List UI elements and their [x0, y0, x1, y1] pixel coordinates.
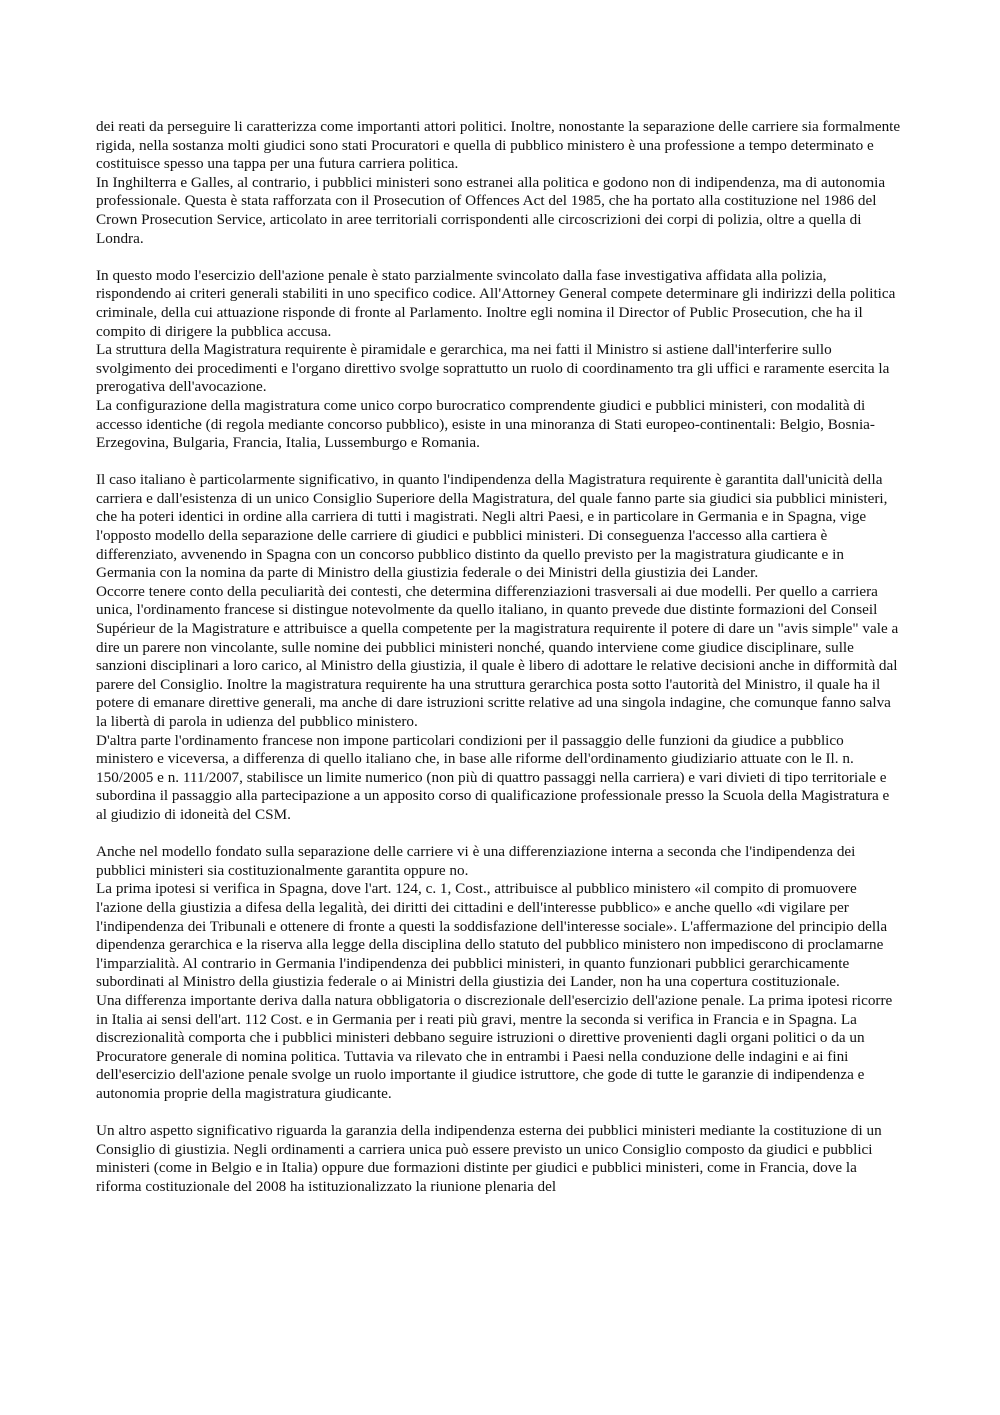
text-block-5: [96, 1122, 902, 1196]
text-block-4: [96, 843, 902, 1103]
paragraph-italian-case: Il caso italiano è particolarmente significativo, in quanto l'indipendenza della Magistratura requirente è garantita dall'unicità della carriera e dall'esistenza di un unico Consiglio Superiore della Magistratura, del quale fanno parte sia giudici sia pubblici ministeri, che ha poteri identici in ordine alla carriera di tutti i magistrati. Negli altri Paesi, e in particolare in Germania e in Spagna, vige l'opposto modello della separazione delle carriere di giudici e pubblici ministeri. Di conseguenza l'accesso alla cartiera è differenziato, avvenendo in Spagna con un concorso pubblico distinto da quello previsto per la magistratura giudicante e in Germania con la nomina da parte di Ministro della giustizia federale o dei Ministri della giustizia dei Lander.: [96, 471, 888, 582]
paragraph-attorney-general: In questo modo l'esercizio dell'azione penale è stato parzialmente svincolato dalla fase investigativa affidata alla polizia, rispondendo ai criteri generali stabiliti in uno specifico codice. All'Attorney General compete determinare gli indirizzi della politica criminale, della cui attuazione risponde di fronte al Parlamento. Inoltre egli nomina il Director of Public Prosecution, che ha il compito di dirigere la pubblica accusa.: [96, 266, 896, 340]
paragraph-gap: [96, 248, 902, 267]
paragraph-politics-prosecutors: dei reati da perseguire li caratterizza come importanti attori politici. Inoltre, nonostante la separazione delle carriere sia formalmente rigida, nella sostanza molti giudici sono stati Procuratori e quella di pubblico ministero è una professione a tempo determinato e costituisce spesso una tappa per una futura carriera politica.: [96, 118, 901, 173]
paragraph-judicial-council: Un altro aspetto significativo riguarda la garanzia della indipendenza esterna dei pubblici ministeri mediante la costituzione di un Consiglio di giustizia. Negli ordinamenti a carriera unica può essere previsto un unico Consiglio composto da giudici e pubblici ministeri (come in Belgio e in Italia) oppure due formazioni distinte per giudici e pubblici ministeri, come in Francia, dove la riforma costituzionale del 2008 ha istituzionalizzato la riunione plenaria del: [96, 1122, 882, 1195]
paragraph-spain-germany: La prima ipotesi si verifica in Spagna, dove l'art. 124, c. 1, Cost., attribuisce al pubblico ministero «il compito di promuovere l'azione della giustizia a difesa della legalità, dei diritti dei cittadini e dell'interesse pubblico» e anche quello «di vigilare per l'indipendenza dei Tribunali e ottenere di fronte a questi la soddisfazione dell'interesse sociale». L'affermazione del principio della dipendenza gerarchica e la riserva alla legge della disciplina dello statuto del pubblico ministero non impediscono di proclamarne l'imparzialità. Al contrario in Germania l'indipendenza dei pubblici ministeri, in quanto funzionari pubblici gerarchicamente subordinati al Ministro della giustizia federale o ai Ministri della giustizia dei Lander, non ha una copertura costituzionale.: [96, 880, 888, 991]
text-block-1: [96, 118, 902, 248]
text-block-3: [96, 471, 902, 824]
paragraph-separated-careers: Anche nel modello fondato sulla separazione delle carriere vi è una differenziazione interna a seconda che l'indipendenza dei pubblici ministeri sia costituzionalmente garantita oppure no.: [96, 843, 856, 879]
document-page: [96, 118, 902, 1196]
paragraph-french-system: Occorre tenere conto della peculiarità dei contesti, che determina differenziazioni trasversali ai due modelli. Per quello a carriera unica, l'ordinamento francese si distingue notevolmente da quello italiano, in quanto prevede due distinte formazioni del Conseil Supérieur de la Magistrature e attribuisce a quella competente per la magistratura requirente il potere di dare un "avis simple" vale a dire un parere non vincolante, sulle nomine dei pubblici ministeri nonché, quando interviene come giudice disciplinare, sulle sanzioni disciplinari a loro carico, al Ministro della giustizia, il quale è libero di adottare le relative decisioni anche in difformità dal parere del Consiglio. Inoltre la magistratura requirente ha una struttura gerarchica posta sotto l'autorità del Ministro, il quale ha il potere di emanare direttive generali, ma anche di dare istruzioni scritte relative ad una singola indagine, che comunque fanno salva la libertà di parola in udienza del pubblico ministero.: [96, 582, 899, 730]
paragraph-gap: [96, 1103, 902, 1122]
paragraph-mandatory-prosecution: Una differenza importante deriva dalla natura obbligatoria o discrezionale dell'esercizio dell'azione penale. La prima ipotesi ricorre in Italia ai sensi dell'art. 112 Cost. e in Germania per i reati più gravi, mentre la seconda si verifica in Francia e in Spagna. La discrezionalità comporta che i pubblici ministeri debbano seguire istruzioni o direttive provenienti dagli organi politici o da un Procuratore generale di nomina politica. Tuttavia va rilevato che in entrambi i Paesi nella conduzione delle indagini e ai fini dell'esercizio dell'azione penale svolge un ruolo importante il giudice istruttore, che gode di tutte le garanzie di indipendenza e autonomia proprie della magistratura giudicante.: [96, 991, 893, 1102]
paragraph-england-wales: In Inghilterra e Galles, al contrario, i pubblici ministeri sono estranei alla politica e godono non di indipendenza, ma di autonomia professionale. Questa è stata rafforzata con il Prosecution of Offences Act del 1985, che ha portato alla costituzione nel 1986 del Crown Prosecution Service, articolato in aree territoriali corrispondenti alle circoscrizioni dei corpi di polizia, oltre a quella di Londra.: [96, 173, 886, 247]
text-block-2: [96, 267, 902, 453]
paragraph-gap: [96, 453, 902, 472]
paragraph-gap: [96, 825, 902, 844]
paragraph-unified-magistracy: La configurazione della magistratura come unico corpo burocratico comprendente giudici e pubblici ministeri, con modalità di accesso identiche (di regola mediante concorso pubblico), esiste in una minoranza di Stati europeo-continentali: Belgio, Bosnia-Erzegovina, Bulgaria, Francia, Italia, Lussemburgo e Romania.: [96, 396, 875, 452]
paragraph-hierarchical-structure: La struttura della Magistratura requirente è piramidale e gerarchica, ma nei fatti il Ministro si astiene dall'interferire sullo svolgimento dei procedimenti e l'organo direttivo svolge soprattutto un ruolo di coordinamento tra gli uffici e raramente esercita la prerogativa dell'avocazione.: [96, 341, 890, 396]
paragraph-career-passage: D'altra parte l'ordinamento francese non impone particolari condizioni per il passaggio delle funzioni da giudice a pubblico ministero e viceversa, a differenza di quello italiano che, in base alle riforme dell'ordinamento giudiziario attuate con le Il. n. 150/2005 e n. 111/2007, stabilisce un limite numerico (non più di quattro passaggi nella carriera) e vari divieti di tipo territoriale e subordina il passaggio alla partecipazione a un apposito corso di qualificazione professionale presso la Scuola della Magistratura e al giudizio di idoneità del CSM.: [96, 731, 890, 823]
